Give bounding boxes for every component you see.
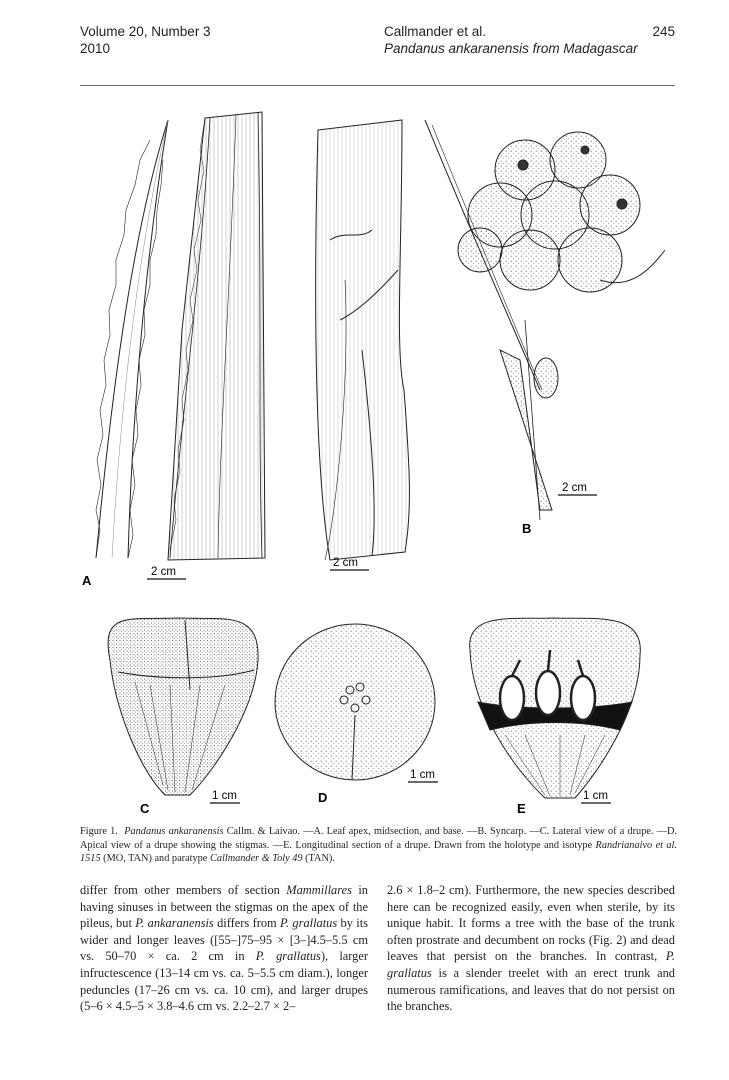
leaf-midsection-drawing <box>168 112 265 560</box>
panel-label-a: A <box>82 573 92 588</box>
scale-bar-b-label: 2 cm <box>562 482 587 494</box>
scale-bar-e-label: 1 cm <box>583 790 608 802</box>
page-number: 245 <box>652 24 675 39</box>
caption-collector-1: Randrianaivo et al. 1515 <box>80 839 677 864</box>
caption-collector-2: Callmander & Toly 49 <box>209 853 303 864</box>
journal-year: 2010 <box>80 41 111 56</box>
body-text: ), larger infructescence (13–14 cm vs. ca. 5–5.5 cm diam.), longer peduncles (17–26 cm vs. ca. 10 cm), and larger drupes (5–6 × 4.5–5 × 3.8–4.6 cm vs. 2.2–2.7 × 2– <box>80 949 368 1014</box>
body-text: in having sinuses in between the stigmas on the apex of the pileus, but <box>80 883 368 931</box>
caption-text-3: (TAN). <box>302 853 335 864</box>
body-text: by its wider and longer leaves ([55–]75–95 × [3–]4.5–5.5 cm vs. 50–70 × ca. 2 cm in <box>80 916 369 964</box>
body-species-name: P. ankaranensis <box>135 916 214 931</box>
leaf-base-drawing <box>316 120 410 560</box>
header-short-title: Pandanus ankaranensis from Madagascar <box>384 41 638 56</box>
body-species-name: P. grallatus <box>255 949 321 964</box>
scale-bar-a-label: 2 cm <box>151 566 176 578</box>
body-text: differs from <box>213 916 281 931</box>
body-species-name: P. grallatus <box>280 916 338 931</box>
drupe-apical-drawing <box>275 624 435 780</box>
panel-label-b: B <box>522 521 532 536</box>
body-text: 2.6 × 1.8–2 cm). Furthermore, the new species described here can be recognized easily, even when sterile, by its unique habit. It forms a tree with the base of the trunk often prostrate and decumbent on rocks (Fig. 2) and dead leaves that persist on the branches. In contrast, <box>387 883 675 964</box>
caption-label: Figure 1. <box>80 826 118 837</box>
leaf-apex-drawing <box>96 120 168 558</box>
body-text: differ from other members of section <box>80 883 287 897</box>
figure-plate <box>0 90 729 820</box>
running-header-left <box>80 23 211 57</box>
drupe-section-drawing <box>470 618 641 798</box>
header-authors: Callmander et al. <box>384 24 487 39</box>
scale-bar-c-label: 1 cm <box>212 790 237 802</box>
body-column-right <box>387 882 675 1015</box>
caption-text-1: Callm. & Laivao. —A. Leaf apex, midsection, and base. —B. Syncarp. —C. Lateral view of a drupe. —D. Apical view of a drupe showing the stigmas. —E. Longitudinal section of a drupe. Drawn from the holotype and isotype <box>80 826 677 851</box>
figure-caption <box>80 825 677 866</box>
panel-label-d: D <box>318 790 328 805</box>
scale-bar-a2-label: 2 cm <box>333 557 358 569</box>
body-text: is a slender treelet with an erect trunk and numerous ramifications, and leaves that do not persist on the branches. <box>387 965 675 1014</box>
body-column-left <box>80 882 368 1015</box>
body-species-name: P. grallatus <box>387 949 675 980</box>
panel-label-e: E <box>517 801 526 816</box>
syncarp-drawing <box>425 120 665 520</box>
drupe-lateral-drawing <box>108 618 258 795</box>
journal-volume: Volume 20, Number 3 <box>80 24 211 39</box>
caption-species: Pandanus ankaranensis <box>124 826 224 837</box>
caption-text-2: (MO, TAN) and paratype <box>100 853 210 864</box>
panel-label-c: C <box>140 801 150 816</box>
header-rule <box>80 85 675 86</box>
body-section-name: Mammillares <box>286 883 352 897</box>
running-header-middle <box>384 23 638 57</box>
scale-bar-d-label: 1 cm <box>410 769 435 781</box>
